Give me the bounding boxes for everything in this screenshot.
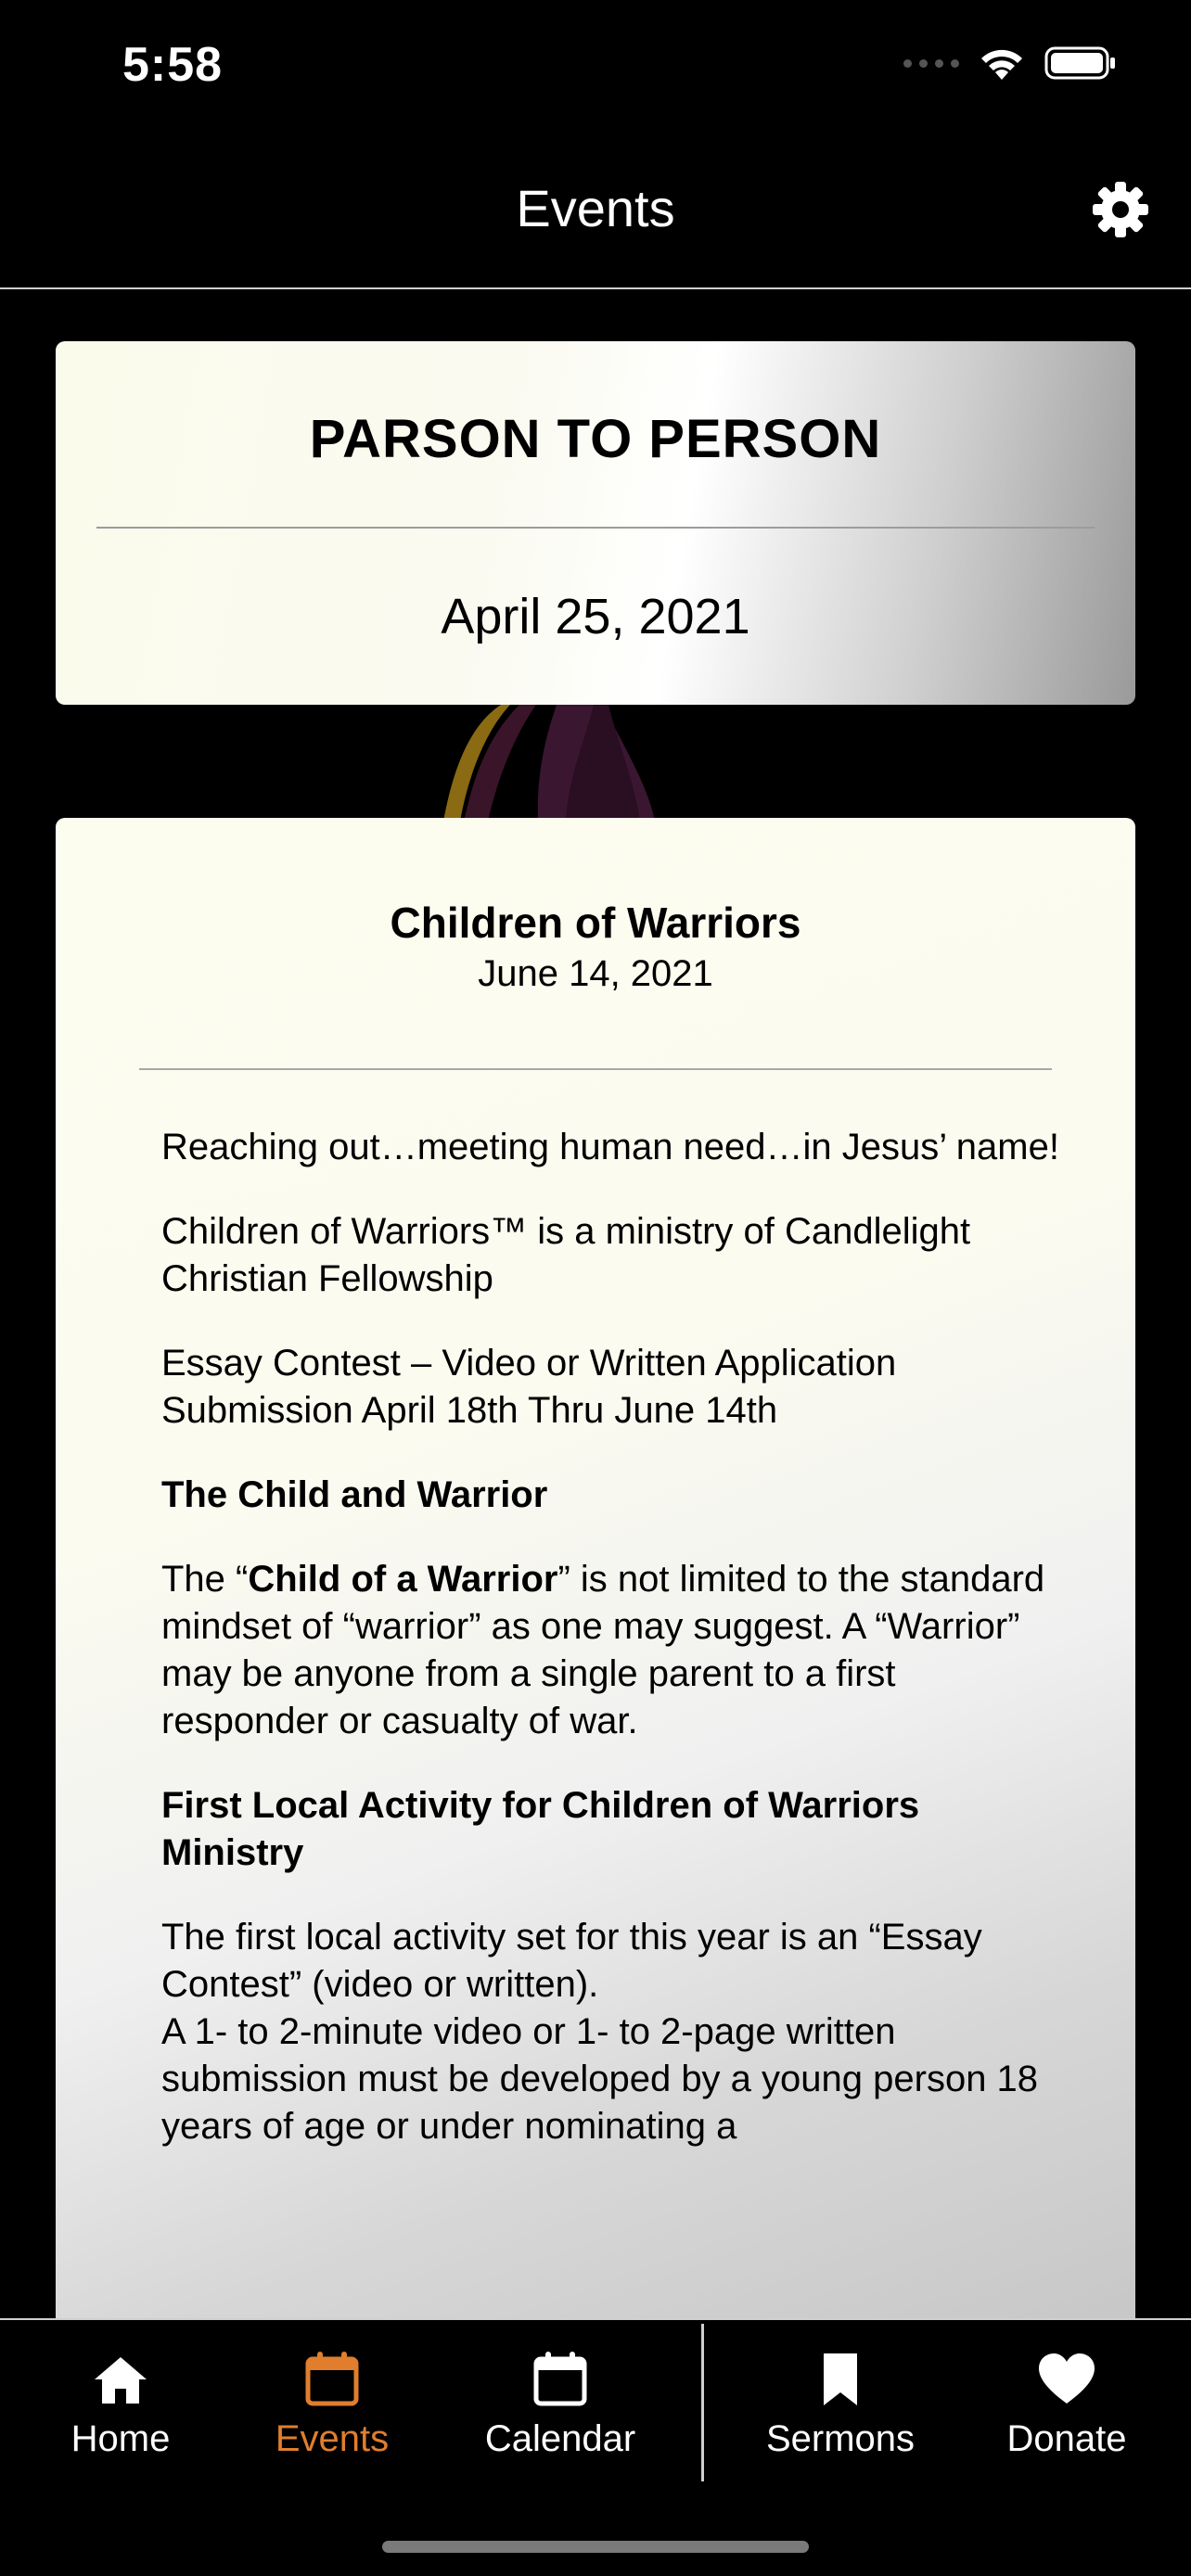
- section-heading: First Local Activity for Children of Warriors Ministry: [161, 1785, 920, 1873]
- tab-home[interactable]: [28, 2350, 213, 2460]
- event-description: [161, 1124, 1061, 2187]
- calendar-outline-icon: [302, 2350, 362, 2409]
- navigation-bar: [0, 130, 1191, 289]
- tab-sermons[interactable]: [748, 2350, 933, 2460]
- event-date: April 25, 2021: [441, 589, 750, 644]
- event-title: PARSON TO PERSON: [309, 409, 882, 469]
- cellular-signal-icon: [903, 59, 959, 68]
- tab-donate[interactable]: [974, 2350, 1159, 2460]
- event-date: June 14, 2021: [478, 953, 713, 994]
- page-title: Events: [516, 179, 675, 237]
- paragraph: The “Child of a Warrior” is not limited to the standard mindset of “warrior” as one may suggest. A “Warrior” may be anyone from a single parent to a first responder or casualty of war.: [161, 1559, 1045, 1741]
- heart-icon: [1037, 2350, 1096, 2409]
- paragraph: Children of Warriors™ is a ministry of Candlelight Christian Fellowship: [161, 1211, 971, 1299]
- events-list[interactable]: [0, 291, 1191, 2320]
- paragraph: Essay Contest – Video or Written Application Submission April 18th Thru June 14th: [161, 1343, 897, 1431]
- divider: [139, 1068, 1052, 1070]
- bookmark-icon: [811, 2350, 870, 2409]
- home-icon: [91, 2350, 150, 2409]
- gear-icon[interactable]: [1091, 180, 1150, 239]
- tab-label: Home: [70, 2418, 171, 2459]
- event-title: Children of Warriors: [390, 899, 801, 947]
- tab-separator: [701, 2324, 704, 2481]
- status-bar: [0, 0, 1191, 130]
- status-time: 5:58: [122, 38, 224, 92]
- background-flame-decoration: [427, 705, 705, 822]
- divider: [96, 527, 1095, 529]
- tab-events[interactable]: [239, 2350, 425, 2460]
- event-card[interactable]: [56, 818, 1135, 2320]
- home-indicator[interactable]: [382, 2541, 809, 2553]
- wifi-icon: [978, 45, 1026, 82]
- event-card[interactable]: [56, 341, 1135, 705]
- paragraph: Reaching out…meeting human need…in Jesus’ name!: [161, 1127, 1059, 1167]
- paragraph: The first local activity set for this year is an “Essay Contest” (video or written). A 1- to 2-minute video or 1- to 2-page written submission must be developed by a young person 18 years of age or under nominating a: [161, 1917, 1039, 2147]
- tab-label: Sermons: [765, 2418, 916, 2459]
- tab-calendar[interactable]: [467, 2350, 653, 2460]
- tab-label: Events: [275, 2418, 390, 2459]
- section-heading: The Child and Warrior: [161, 1474, 548, 1515]
- status-icons: [903, 45, 1117, 82]
- tab-bar: [0, 2318, 1191, 2576]
- calendar-icon: [531, 2350, 590, 2409]
- tab-label: Donate: [1006, 2418, 1127, 2459]
- battery-icon: [1044, 45, 1117, 81]
- tab-label: Calendar: [484, 2418, 636, 2459]
